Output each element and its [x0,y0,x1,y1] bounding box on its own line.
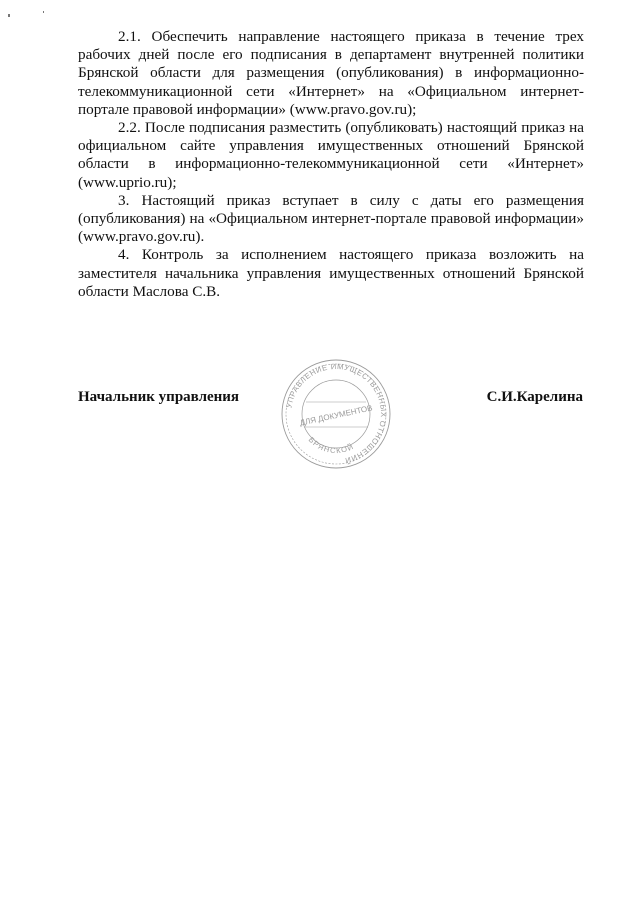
stamp-outer-text: УПРАВЛЕНИЕ ИМУЩЕСТВЕННЫХ ОТНОШЕНИЙ [284,361,389,466]
official-stamp [280,355,392,473]
document-body [78,28,584,301]
scan-mark [8,14,10,17]
signatory-title: Начальник управления [78,389,240,405]
signatory-name: С.И.Карелина [486,389,583,405]
paragraph-4: 4. Контроль за исполнением настоящего приказа возложить на заместителя начальника управления имущественных отношений Брянской области Маслова С.В. [78,246,584,300]
paragraph-2-1: 2.1. Обеспечить направление настоящего приказа в течение трех рабочих дней после его подписания в департамент внутренней политики Брянской области для размещения (опубликования) в информационно-телекоммуникационной сети «Интернет» на «Официальном интернет-портале правовой информации» (www.pravo.gov.ru); [78,28,584,118]
stamp-inner-text: ДЛЯ ДОКУМЕНТОВ [298,403,374,428]
paragraph-3: 3. Настоящий приказ вступает в силу с даты его размещения (опубликования) на «Официальном интернет-портале правовой информации» (www.pravo.gov.ru). [78,191,584,246]
stamp-bottom-text: БРЯНСКОЙ [306,435,356,456]
scan-mark [43,11,44,13]
paragraph-2-2: 2.2. После подписания разместить (опубликовать) настоящий приказ на официальном сайте управления имущественных отношений Брянской области в информационно-телекоммуникационной сети «Интернет» (www.uprio.ru); [78,119,584,191]
